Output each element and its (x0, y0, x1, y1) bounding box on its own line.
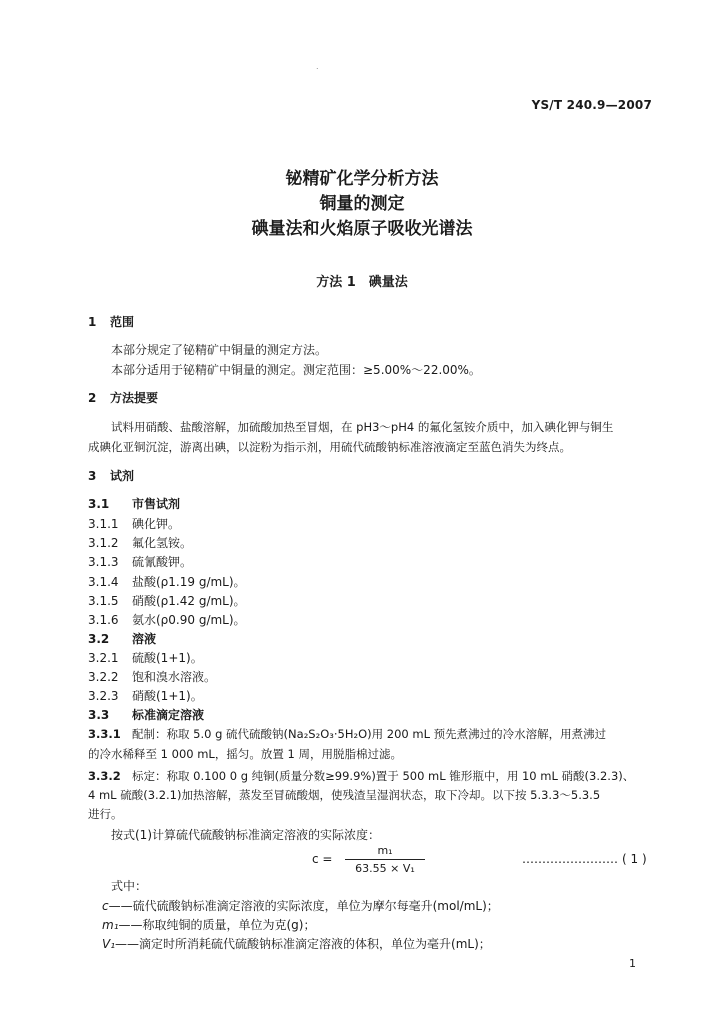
reagent-item: 3.3 标准滴定溶液 (88, 708, 205, 722)
section-title: 方法提要 (110, 391, 159, 405)
reagent-item: 3.2.3 硝酸(1+1)。 (88, 689, 203, 703)
where-item: m₁——称取纯铜的质量，单位为克(g)； (102, 918, 316, 932)
formula-denominator: 63.55 × V₁ (355, 862, 415, 875)
formula-numerator: m₁ (345, 844, 425, 860)
formula-number: ( 1 ) (622, 852, 647, 866)
doc-title-line-1: 铋精矿化学分析方法 (285, 169, 439, 189)
paragraph-3-3-2-line-2: 4 mL 硫酸(3.2.1)加热溶解，蒸发至冒硫酸烟，使残渣呈湿润状态，取下冷却。以下按 5.3.3～5.3.5 (88, 788, 601, 802)
reagent-item: 3.2.2 饱和溴水溶液。 (88, 670, 217, 684)
reagent-item: 3.2.1 硫酸(1+1)。 (88, 651, 203, 665)
where-label: 式中： (111, 879, 148, 893)
section-number: 3 (88, 469, 97, 483)
formula-leader-dots: …………………… (522, 852, 618, 866)
scan-dot: . (316, 62, 319, 71)
section-1-heading (88, 313, 134, 330)
reagent-item: 3.1 市售试剂 (88, 497, 181, 511)
formula-intro: 按式(1)计算硫代硫酸钠标准滴定溶液的实际浓度： (111, 828, 380, 842)
section-title: 试剂 (110, 469, 135, 483)
where-item: c——硫代硫酸钠标准滴定溶液的实际浓度，单位为摩尔每毫升(mol/mL)； (102, 899, 499, 913)
section-title: 范围 (110, 315, 135, 329)
paragraph-3-3-2-line-3: 进行。 (88, 807, 123, 821)
reagent-item: 3.1.1 碘化钾。 (88, 517, 181, 531)
page-number: 1 (629, 957, 636, 970)
reagent-item: 3.1.4 盐酸(ρ1.19 g/mL)。 (88, 575, 246, 589)
reagent-item: 3.1.6 氨水(ρ0.90 g/mL)。 (88, 613, 246, 627)
doc-title-line-2: 铜量的测定 (319, 194, 405, 214)
paragraph-3-3-1-line-2: 的冷水稀释至 1 000 mL，摇匀。放置 1 周，用脱脂棉过滤。 (88, 747, 402, 761)
formula-fraction (345, 844, 425, 875)
paragraph-3-3-1-line-1: 3.3.1 配制：称取 5.0 g 硫代硫酸钠(Na₂S₂O₃·5H₂O)用 200 mL 预先煮沸过的冷水溶解，用煮沸过 (88, 727, 607, 741)
formula-lhs: c = (312, 852, 333, 866)
method-title: 方法 1 碘量法 (316, 275, 408, 290)
paragraph-3-3-2-line-1: 3.3.2 标定：称取 0.100 0 g 纯铜(质量分数≥99.9%)置于 500 mL 锥形瓶中，用 10 mL 硝酸(3.2.3)、 (88, 769, 635, 783)
section-2-heading (88, 389, 158, 406)
section-2-para-line-2: 成碘化亚铜沉淀，游离出碘，以淀粉为指示剂，用硫代硫酸钠标准溶液滴定至蓝色消失为终点。 (88, 440, 571, 454)
section-number: 1 (88, 315, 97, 329)
section-number: 2 (88, 391, 97, 405)
section-3-heading (88, 467, 134, 484)
where-item: V₁——滴定时所消耗硫代硫酸钠标准滴定溶液的体积，单位为毫升(mL)； (102, 937, 491, 951)
section-1-para-1: 本部分规定了铋精矿中铜量的测定方法。 (111, 343, 328, 357)
reagent-item: 3.1.3 硫氰酸钾。 (88, 555, 193, 569)
doc-title-line-3: 碘量法和火焰原子吸收光谱法 (251, 219, 473, 239)
reagent-item: 3.1.5 硝酸(ρ1.42 g/mL)。 (88, 594, 246, 608)
reagent-item: 3.1.2 氟化氢铵。 (88, 536, 193, 550)
standard-code: YS/T 240.9—2007 (531, 98, 652, 112)
reagent-item: 3.2 溶液 (88, 632, 157, 646)
section-1-para-2: 本部分适用于铋精矿中铜量的测定。测定范围：≥5.00%～22.00%。 (111, 363, 481, 377)
section-2-para-line-1: 试料用硝酸、盐酸溶解，加硫酸加热至冒烟，在 pH3～pH4 的氟化氢铵介质中，加入碘化钾与铜生 (111, 420, 614, 434)
